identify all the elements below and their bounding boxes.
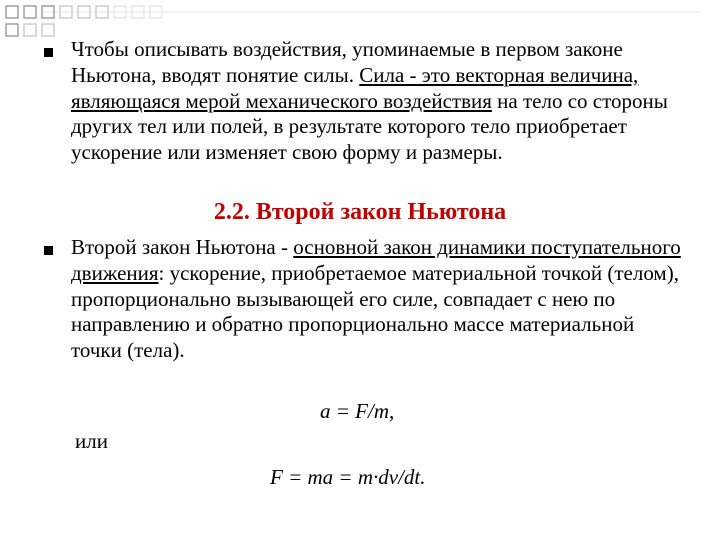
decorative-square [24, 6, 36, 18]
decorative-square [6, 24, 18, 36]
bullet-1-icon [44, 48, 53, 57]
formula-acceleration: a = F/m, [320, 399, 395, 423]
decorative-square [6, 6, 18, 18]
decorative-square-pattern [0, 0, 720, 40]
paragraph2-text-b: : ускорение, приобретаемое материальной точкой (телом), пропорционально вызывающей его силе, совпадает с нею по направлению и обратно пропорционально массе материальной точки (тела). [71, 260, 679, 363]
formula-force: F = ma = m·dv/dt. [270, 465, 426, 489]
paragraph1-text-a: Чтобы описывать воздействия, упоминаемые в первом законе Ньютона, вводят понятие силы. [71, 37, 623, 87]
paragraph-second-law [71, 235, 681, 364]
paragraph-force-definition [71, 37, 681, 166]
decorative-square [24, 24, 36, 36]
decorative-square [42, 24, 54, 36]
paragraph1-text-b: на тело со стороны других тел или полей, в результате которого тело приобретает ускорение или изменяет свою форму и размеры. [71, 88, 668, 165]
connector-word: или [75, 429, 108, 453]
bullet-2-icon [44, 246, 53, 255]
paragraph1-underlined-definition: Сила - это векторная величина, являющаяся мерой механического воздействия [71, 62, 639, 113]
paragraph2-text-a: Второй закон Ньютона - [71, 235, 294, 259]
section-heading-text: 2.2. Второй закон Ньютона [213, 199, 507, 225]
section-heading [0, 199, 720, 226]
paragraph2-underlined-term: основной закон динамики поступательного движения [71, 235, 681, 285]
